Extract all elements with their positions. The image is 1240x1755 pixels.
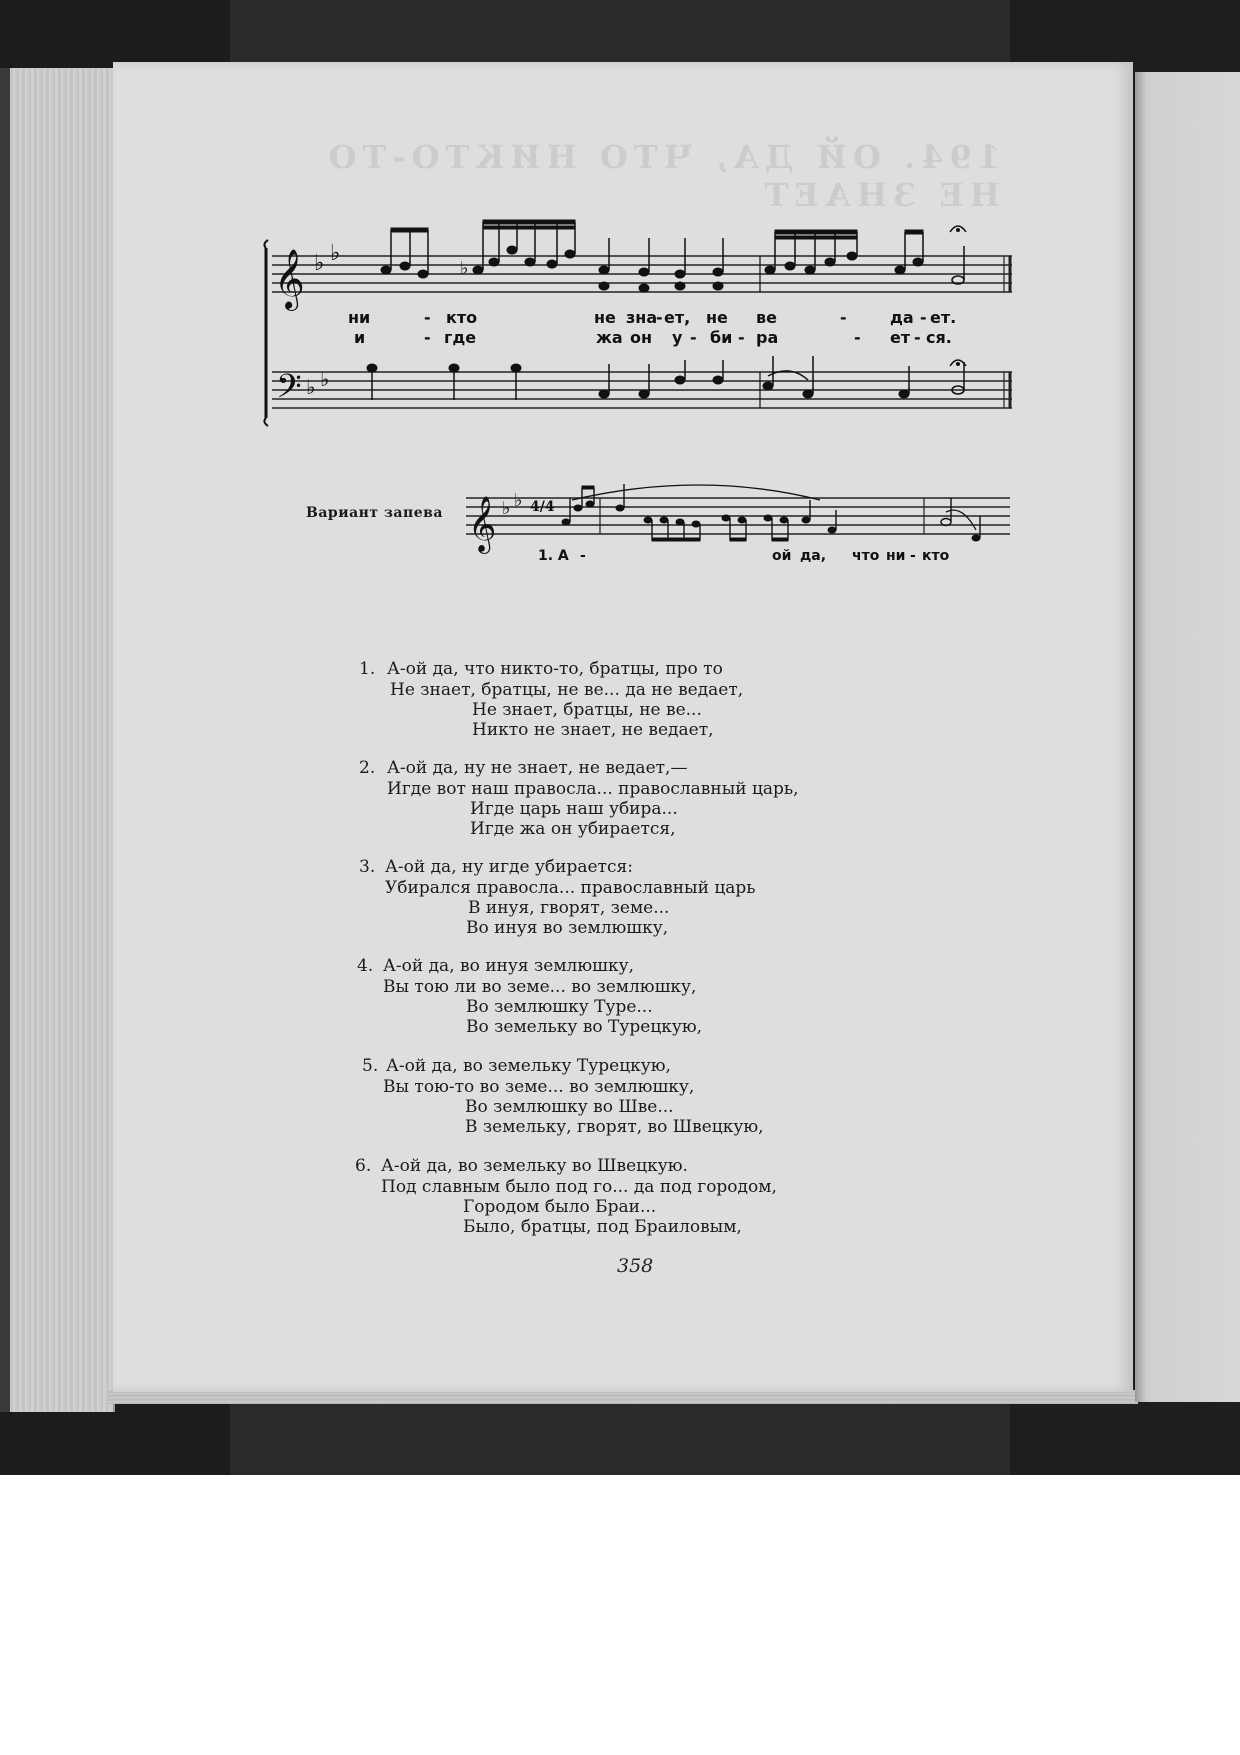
stanza-number: 3.	[359, 857, 376, 877]
stanza-line: В инуя, гворят, земе...	[468, 898, 670, 918]
score-lyric: -	[854, 328, 861, 347]
stanza-line: Игде царь наш убира...	[470, 799, 678, 819]
variant-lyric: 1. А	[538, 548, 569, 564]
treble-clef-icon: 𝄞	[468, 496, 497, 552]
stanza-line: Во инуя во землюшку,	[466, 918, 669, 938]
score-lyric: -	[690, 328, 697, 347]
score-lyric: -	[914, 328, 921, 347]
score-lyric: кто	[446, 308, 478, 327]
flat-icon: ♭	[306, 375, 316, 399]
variant-lyric: ни	[886, 548, 906, 564]
score-lyric: ет.	[930, 308, 957, 327]
score-lyric: зна	[626, 308, 658, 327]
page-bottom-edges	[108, 1390, 1138, 1404]
score-lyric: где	[444, 328, 477, 347]
score-lyric: -	[656, 308, 663, 327]
system-bracket	[264, 240, 268, 426]
score-lyric: ся.	[926, 328, 952, 347]
flat-icon: ♭	[514, 490, 523, 511]
stanza-line: Не знает, братцы, не ве...	[472, 700, 702, 720]
score-lyric: и	[354, 328, 366, 347]
score-lyric: -	[424, 328, 431, 347]
score-lyric: ве	[756, 308, 777, 327]
stanza-line: Во землюшку во Шве...	[465, 1097, 674, 1117]
stanza-line: А-ой да, что никто-то, братцы, про то	[387, 659, 723, 679]
stanza-number: 4.	[357, 956, 374, 976]
bass-clef-icon: 𝄢	[276, 368, 302, 414]
variant-label: Вариант запева	[306, 505, 443, 521]
score-lyric: -	[738, 328, 745, 347]
score-lyric: ни	[348, 308, 371, 327]
stanza-line: Игде жа он убирается,	[470, 819, 676, 839]
bleed-through-text: 194. ОЙ ДА, ЧТО НИКТО-ТО НЕ ЗНАЕТ	[322, 138, 1000, 214]
score-lyric: не	[706, 308, 728, 327]
stanza-number: 1.	[359, 659, 376, 679]
stanza-line: А-ой да, ну игде убирается:	[385, 857, 633, 877]
stanza-line: Во землюшку Туре...	[466, 997, 653, 1017]
treble-clef-icon: 𝄞	[274, 249, 305, 309]
stanza-line: Не знает, братцы, не ве... да не ведает,	[390, 680, 744, 700]
svg-text:♭: ♭	[460, 258, 469, 279]
score-lyric: ет	[890, 328, 911, 347]
stanza-line: Вы тою ли во земе... во землюшку,	[383, 977, 697, 997]
page-number: 358	[617, 1255, 654, 1277]
variant-lyric: -	[910, 548, 916, 564]
stanza-line: Под славным было под го... да под городом,	[381, 1177, 777, 1197]
score-lyric: да	[890, 308, 914, 327]
variant-lyric: да,	[800, 548, 827, 564]
flat-icon: ♭	[330, 241, 341, 266]
score-lyric: -	[424, 308, 431, 327]
variant-lyric: что	[852, 548, 880, 564]
score-lyric: не	[594, 308, 616, 327]
stanza-line: А-ой да, во земельку во Швецкую.	[381, 1156, 688, 1176]
stanza-line: Игде вот наш правосла... православный царь,	[387, 779, 799, 799]
music-score	[0, 0, 1240, 620]
time-signature-top: 4/4	[530, 499, 555, 515]
score-lyric: ет,	[664, 308, 691, 327]
stanza-number: 2.	[359, 758, 376, 778]
stanza-line: А-ой да, ну не знает, не ведает,—	[387, 758, 688, 778]
stanza-line: Городом было Браи...	[463, 1197, 657, 1217]
score-lyric: ра	[756, 328, 779, 347]
stanza-line: Во земельку во Турецкую,	[466, 1017, 703, 1037]
score-lyric: у	[672, 328, 683, 347]
stanza-line: А-ой да, во инуя землюшку,	[383, 956, 634, 976]
score-lyric: би	[710, 328, 733, 347]
variant-notes	[562, 484, 980, 541]
stanza-line: Никто не знает, не ведает,	[472, 720, 714, 740]
flat-icon: ♭	[314, 251, 325, 276]
stanza-line: В земельку, гворят, во Швецкую,	[465, 1117, 764, 1137]
score-lyric: -	[840, 308, 847, 327]
score-lyric: он	[630, 328, 653, 347]
flat-icon: ♭	[502, 498, 511, 519]
score-lyric: -	[920, 308, 927, 327]
stanza-line: Вы тою-то во земе... во землюшку,	[383, 1077, 695, 1097]
stanza-number: 6.	[355, 1156, 372, 1176]
variant-lyric: кто	[922, 548, 950, 564]
stanza-number: 5.	[362, 1056, 379, 1076]
stanza-line: А-ой да, во земельку Турецкую,	[386, 1056, 671, 1076]
flat-icon: ♭	[320, 367, 330, 391]
score-lyric: жа	[596, 328, 623, 347]
variant-lyric: ой	[772, 548, 792, 564]
variant-lyric: -	[580, 548, 586, 564]
bass-notes	[367, 356, 966, 408]
stanza-line: Было, братцы, под Браиловым,	[463, 1217, 742, 1237]
stanza-line: Убирался правосла... православный царь	[385, 878, 756, 898]
